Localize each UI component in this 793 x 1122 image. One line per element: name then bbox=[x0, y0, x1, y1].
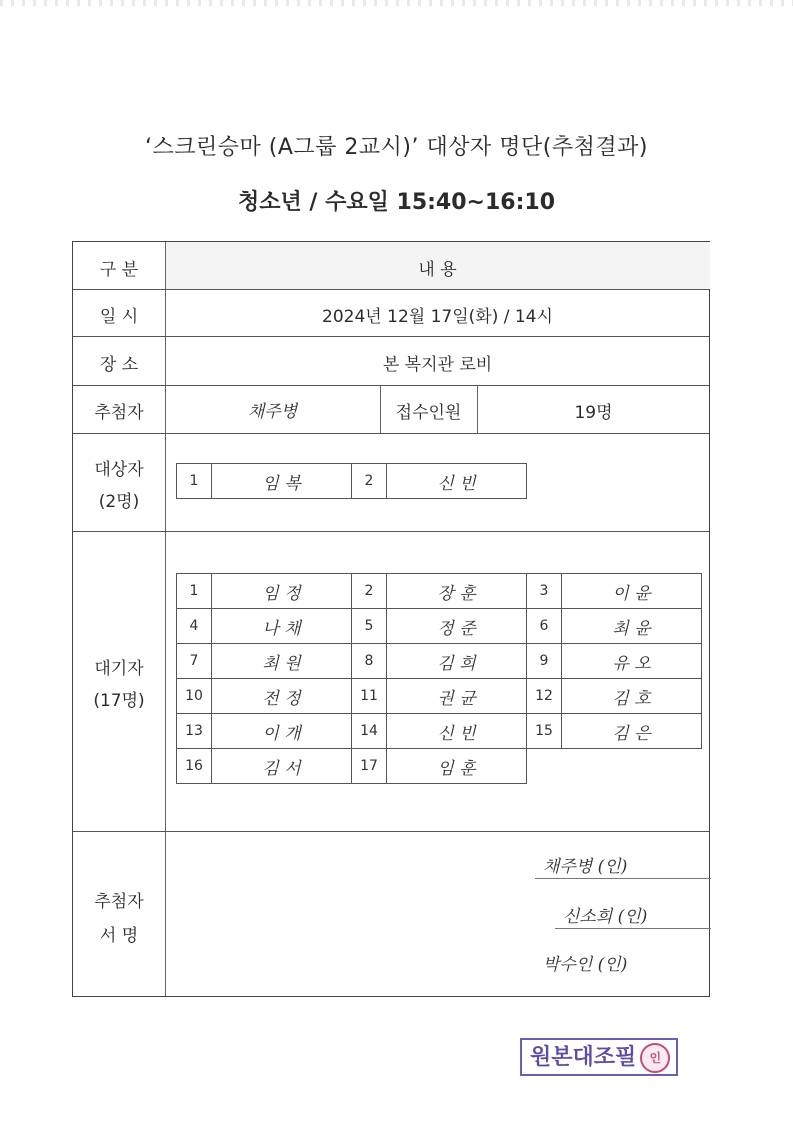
signature-underline bbox=[535, 878, 711, 879]
waitlist-name: 최 원 bbox=[212, 644, 352, 679]
seal-icon: 인 bbox=[640, 1043, 670, 1073]
waitlist-name: 이 윤 bbox=[562, 574, 702, 609]
drawer-label: 추첨자 bbox=[94, 403, 144, 423]
waitlist-name: 임 정 bbox=[212, 574, 352, 609]
waitlist-label: 대기자 bbox=[94, 659, 144, 679]
waitlist-name: 김 호 bbox=[562, 679, 702, 714]
targets-grid bbox=[176, 463, 527, 499]
waitlist-name: 임 훈 bbox=[387, 749, 527, 784]
waitlist-count: (17명) bbox=[93, 691, 145, 711]
datetime-value: 2024년 12월 17일(화) / 14시 bbox=[322, 307, 553, 327]
row-divider bbox=[73, 433, 709, 434]
signature: 채주병 (인) bbox=[543, 857, 628, 877]
waitlist-name: 최 윤 bbox=[562, 609, 702, 644]
waitlist-number: 6 bbox=[527, 609, 562, 644]
target-number: 1 bbox=[177, 464, 212, 499]
header-label: 구 분 bbox=[99, 260, 139, 280]
row-divider bbox=[73, 289, 709, 290]
waitlist-grid bbox=[176, 573, 702, 784]
waitlist-number: 13 bbox=[177, 714, 212, 749]
signature-label: 서 명 bbox=[99, 926, 139, 946]
target-name: 신 빈 bbox=[387, 464, 527, 499]
drawer-name: 채주병 bbox=[247, 402, 298, 422]
table-row bbox=[177, 714, 702, 749]
waitlist-name: 유 오 bbox=[562, 644, 702, 679]
header-value: 내 용 bbox=[418, 260, 457, 280]
roster-table bbox=[72, 241, 710, 997]
waitlist-number: 3 bbox=[527, 574, 562, 609]
scan-noise bbox=[0, 0, 793, 6]
empty-cell bbox=[527, 749, 562, 784]
waitlist-name: 정 준 bbox=[387, 609, 527, 644]
stamp-text: 원본대조필 bbox=[530, 1044, 637, 1070]
waitlist-number: 16 bbox=[177, 749, 212, 784]
waitlist-number: 17 bbox=[352, 749, 387, 784]
table-row bbox=[177, 464, 527, 499]
waitlist-number: 15 bbox=[527, 714, 562, 749]
waitlist-name: 장 훈 bbox=[387, 574, 527, 609]
waitlist-number: 4 bbox=[177, 609, 212, 644]
waitlist-number: 2 bbox=[352, 574, 387, 609]
targets-label: 대상자 bbox=[94, 460, 144, 480]
table-row bbox=[177, 749, 702, 784]
waitlist-name: 나 채 bbox=[212, 609, 352, 644]
datetime-label: 일 시 bbox=[99, 307, 139, 327]
waitlist-number: 10 bbox=[177, 679, 212, 714]
waitlist-number: 1 bbox=[177, 574, 212, 609]
waitlist-name: 김 희 bbox=[387, 644, 527, 679]
waitlist-name: 김 은 bbox=[562, 714, 702, 749]
table-row bbox=[177, 644, 702, 679]
count-label: 접수인원 bbox=[395, 403, 462, 423]
waitlist-name: 권 균 bbox=[387, 679, 527, 714]
page-subtitle: 청소년 / 수요일 15:40~16:10 bbox=[237, 190, 555, 215]
targets-count: (2명) bbox=[98, 492, 140, 512]
signature: 박수인 (인) bbox=[543, 955, 628, 975]
row-divider bbox=[73, 385, 709, 386]
target-number: 2 bbox=[352, 464, 387, 499]
waitlist-name: 신 빈 bbox=[387, 714, 527, 749]
row-divider bbox=[73, 831, 709, 832]
place-value: 본 복지관 로비 bbox=[382, 355, 493, 375]
signature-underline bbox=[555, 928, 711, 929]
waitlist-number: 12 bbox=[527, 679, 562, 714]
table-row bbox=[177, 609, 702, 644]
waitlist-number: 8 bbox=[352, 644, 387, 679]
page-title: ‘스크린승마 (A그룹 2교시)’ 대상자 명단(추첨결과) bbox=[145, 135, 648, 160]
waitlist-number: 11 bbox=[352, 679, 387, 714]
row-divider bbox=[73, 531, 709, 532]
count-value: 19명 bbox=[574, 403, 613, 423]
waitlist-number: 7 bbox=[177, 644, 212, 679]
target-name: 임 복 bbox=[212, 464, 352, 499]
empty-cell bbox=[562, 749, 702, 784]
waitlist-number: 9 bbox=[527, 644, 562, 679]
waitlist-name: 이 개 bbox=[212, 714, 352, 749]
signature: 신소희 (인) bbox=[563, 907, 648, 927]
waitlist-number: 5 bbox=[352, 609, 387, 644]
table-row bbox=[177, 679, 702, 714]
waitlist-number: 14 bbox=[352, 714, 387, 749]
signature-label: 추첨자 bbox=[94, 892, 144, 912]
waitlist-name: 김 서 bbox=[212, 749, 352, 784]
certified-copy-stamp bbox=[520, 1038, 678, 1076]
place-label: 장 소 bbox=[99, 355, 139, 375]
row-divider bbox=[73, 336, 709, 337]
table-row bbox=[177, 574, 702, 609]
waitlist-name: 전 정 bbox=[212, 679, 352, 714]
